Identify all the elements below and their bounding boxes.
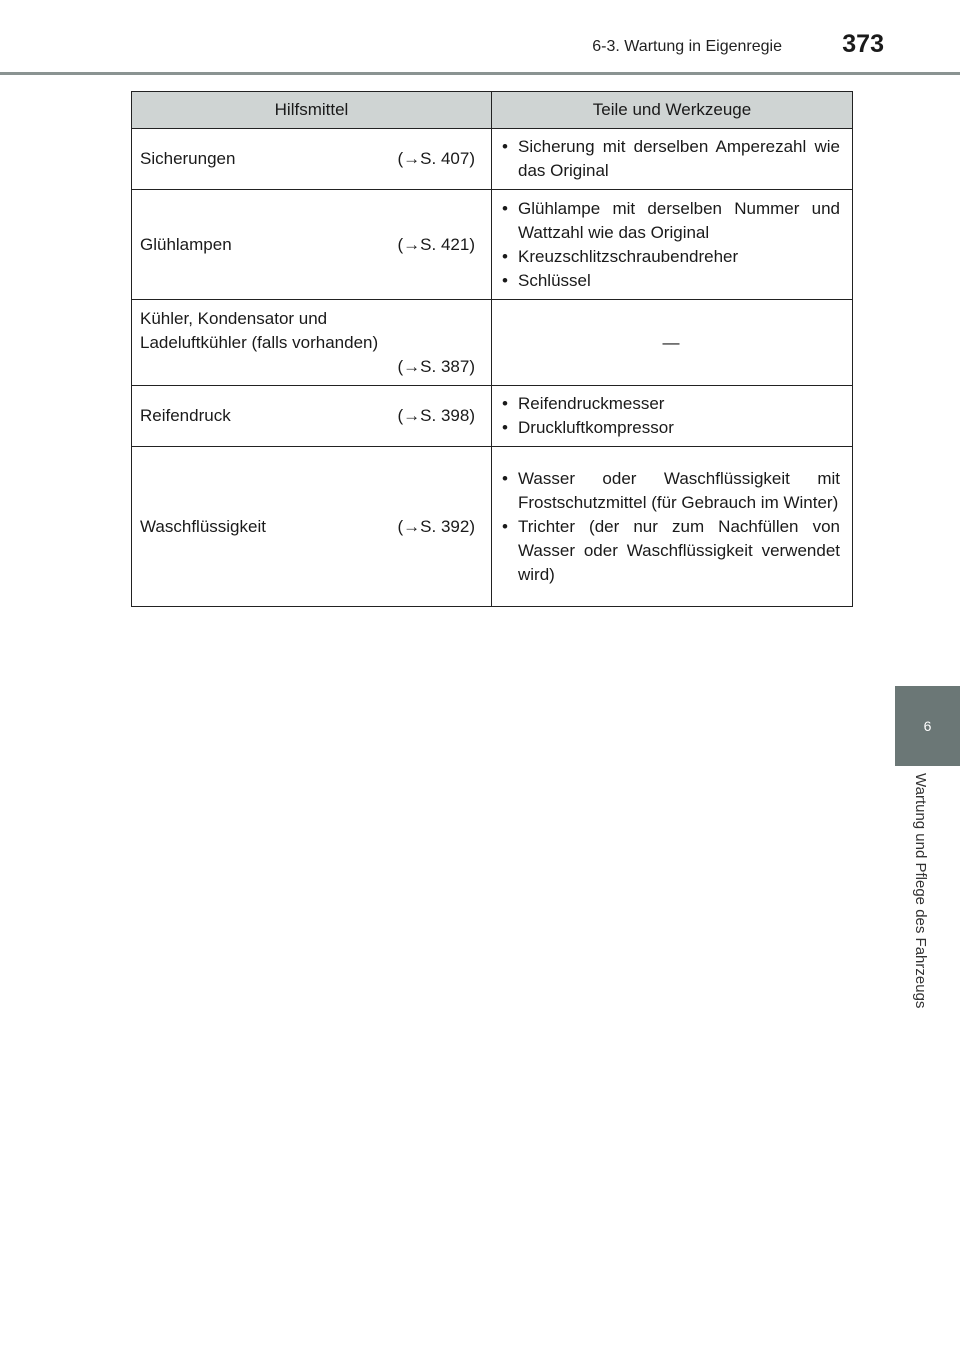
page-number: 373	[842, 30, 884, 58]
table-cell-parts	[492, 190, 853, 300]
list-item: • Glühlampe mit derselben Nummer und Wattzahl wie das Original	[502, 197, 840, 245]
list-item: • Kreuzschlitzschraubendreher	[502, 245, 840, 269]
chapter-tab	[895, 686, 960, 766]
table-cell-item	[132, 129, 492, 190]
table-row	[132, 386, 853, 447]
column-header: Teile und Werkzeuge	[492, 92, 853, 129]
list-item: • Schlüssel	[502, 269, 840, 293]
table-cell-parts	[492, 386, 853, 447]
list-item: • Reifendruckmesser	[502, 392, 840, 416]
chapter-label: Wartung und Pflege des Fahrzeugs	[912, 773, 929, 1009]
chapter-number: 6	[923, 718, 932, 734]
page-reference: (→S. 387)	[397, 356, 475, 376]
table-cell-parts	[492, 300, 853, 386]
page-reference: (→S. 407)	[397, 149, 475, 168]
table-row	[132, 129, 853, 190]
list-item: • Sicherung mit derselben Amperezahl wie das Original	[502, 135, 840, 183]
table-cell-item	[132, 447, 492, 607]
page-header	[0, 0, 960, 78]
page-reference: (→S. 421)	[397, 234, 475, 254]
list-item: • Wasser oder Waschflüssigkeit mit Frostschutzmittel (für Gebrauch im Winter)	[502, 467, 840, 515]
table-header-row	[132, 92, 853, 129]
list-item: • Trichter (der nur zum Nachfüllen von Wasser oder Waschflüssigkeit verwendet wird)	[502, 515, 840, 587]
header-rule	[0, 72, 960, 75]
tools-table	[131, 91, 853, 607]
table-cell-item	[132, 190, 492, 300]
item-name: Sicherungen	[140, 149, 236, 168]
empty-dash: —	[662, 332, 680, 352]
column-header: Hilfsmittel	[132, 92, 492, 129]
list-item: • Druckluftkompressor	[502, 416, 840, 440]
page-reference: (→S. 398)	[397, 406, 475, 425]
table-cell-parts	[492, 447, 853, 607]
item-name: Glühlampen	[140, 234, 232, 254]
page-reference: (→S. 392)	[397, 516, 475, 536]
item-name: Reifendruck	[140, 406, 231, 425]
item-name: Ladeluftkühler (falls vorhanden)	[140, 332, 379, 352]
section-title: 6-3. Wartung in Eigenregie	[592, 38, 782, 55]
table-cell-item	[132, 386, 492, 447]
table-cell-parts	[492, 129, 853, 190]
table-row	[132, 447, 853, 607]
table-cell-item	[132, 300, 492, 386]
item-name: Waschflüssigkeit	[140, 516, 266, 536]
table-row	[132, 300, 853, 386]
table-row	[132, 190, 853, 300]
item-name: Kühler, Kondensator und	[140, 308, 328, 328]
